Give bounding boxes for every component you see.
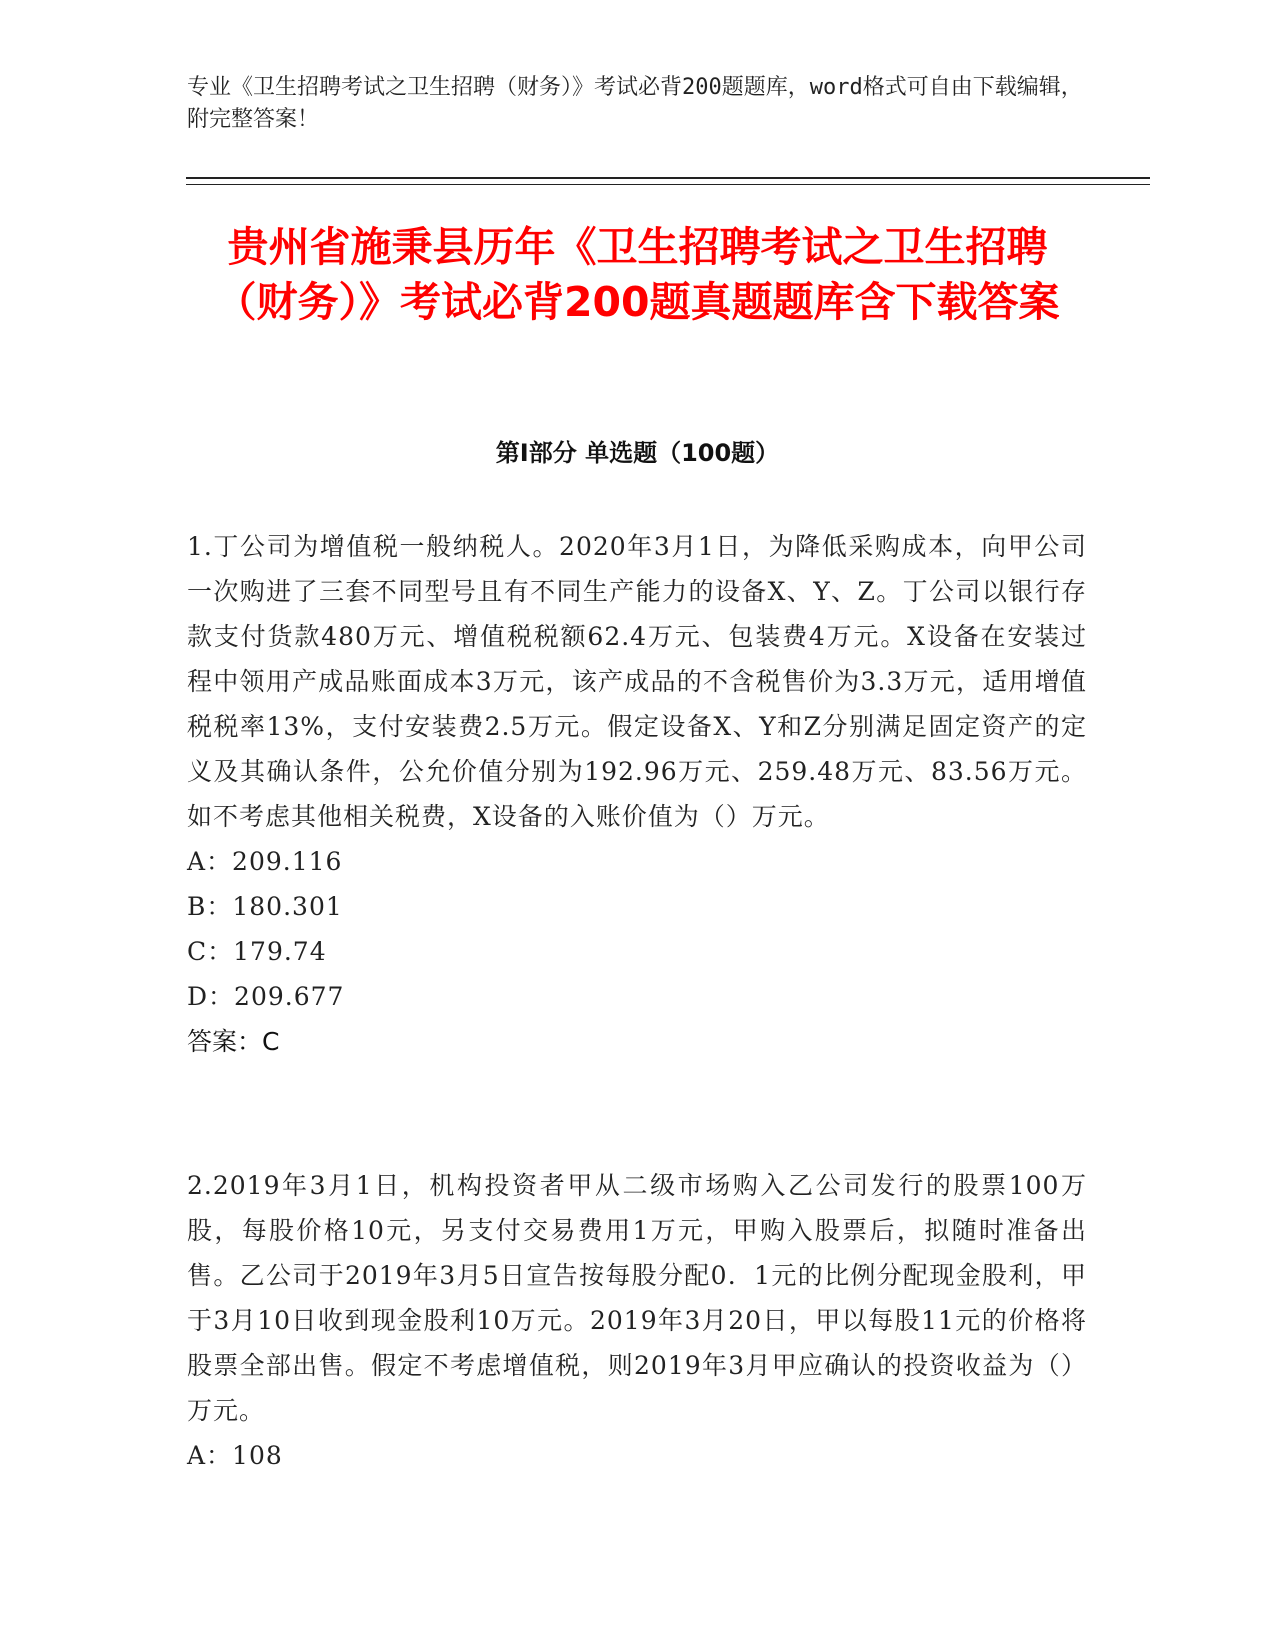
section-heading: 第Ⅰ部分 单选题（100题）: [495, 439, 780, 467]
option-a: A：108: [187, 1441, 283, 1470]
answer-line: 答案：C: [187, 1027, 280, 1056]
header-divider-thick: [186, 177, 1150, 179]
document-title: 贵州省施秉县历年《卫生招聘考试之卫生招聘（财务）》考试必背200题真题题库含下载答案: [215, 223, 1060, 326]
option-a: A：209.116: [187, 847, 343, 876]
question-stem: 1.丁公司为增值税一般纳税人。2020年3月1日，为降低采购成本，向甲公司一次购进了三套不同型号且有不同生产能力的设备X、Y、Z。丁公司以银行存款支付货款480万元、增值税税额62.4万元、包装费4万元。X设备在安装过程中领用产成品账面成本3万元，该产成品的不含税售价为3.3万元，适用增值税税率13%，支付安装费2.5万元。假定设备X、Y和Z分别满足固定资产的定义及其确认条件，公允价值分别为192.96万元、259.48万元、83.56万元。如不考虑其他相关税费，X设备的入账价值为（）万元。: [187, 532, 1087, 831]
question-1: [187, 524, 1087, 1064]
header-divider-thin: [186, 184, 1150, 185]
question-stem: 2.2019年3月1日，机构投资者甲从二级市场购入乙公司发行的股票100万股，每股价格10元，另支付交易费用1万元，甲购入股票后，拟随时准备出售。乙公司于2019年3月5日宣告按每股分配0．1元的比例分配现金股利，甲于3月10日收到现金股利10万元。2019年3月20日，甲以每股11元的价格将股票全部出售。假定不考虑增值税，则2019年3月甲应确认的投资收益为（）万元。: [187, 1171, 1087, 1425]
question-2: [187, 1163, 1087, 1478]
header-note: 专业《卫生招聘考试之卫生招聘（财务）》考试必背200题题库，word格式可自由下载编辑，附完整答案！: [187, 75, 1083, 132]
option-c: C：179.74: [187, 937, 327, 966]
option-b: B：180.301: [187, 892, 343, 921]
option-d: D：209.677: [187, 982, 345, 1011]
